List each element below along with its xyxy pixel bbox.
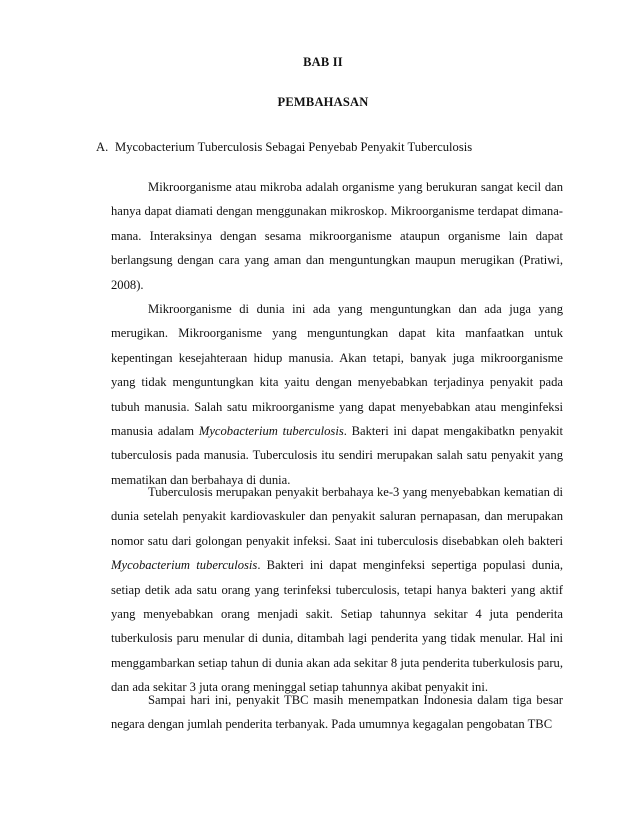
species-name-italic: Mycobacterium tuberculosis	[198, 424, 344, 439]
paragraph-4: Sampai hari ini, penyakit TBC masih menempatkan Indonesia dalam tiga besar negara dengan jumlah penderita terbanyak. Pada umumnya kegagalan pengobatan TBC	[111, 693, 563, 732]
section-heading-text: Mycobacterium Tuberculosis Sebagai Penyebab Penyakit Tuberculosis	[115, 140, 473, 154]
species-name-italic: Mycobacterium tuberculosis	[111, 558, 258, 573]
paragraph-3-text-b: . Bakteri ini dapat menginfeksi sepertiga populasi dunia, setiap detik ada satu orang yang terinfeksi tuberculosis, tetapi hanya bakteri yang aktif yang menyebabkan orang menjadi sakit. Setiap tahunnya sekitar 4 juta penderita tuberkulosis paru menular di dunia, ditambah lagi penderita yang tidak menular. Hal ini menggambarkan setiap tahun di dunia akan ada sekitar 8 juta penderita tuberkulosis paru, dan ada sekitar 3 juta orang meninggal setiap tahunnya akibat penyakit ini.	[111, 558, 563, 695]
paragraph-2	[111, 297, 563, 492]
section-heading	[96, 140, 472, 155]
paragraph-2-text-a: Mikroorganisme di dunia ini ada yang menguntungkan dan ada juga yang merugikan. Mikroorganisme yang menguntungkan dapat kita manfaatkan untuk kepentingan kesejahteraan hidup manusia. Akan tetapi, banyak juga mikroorganisme yang tidak menguntungkan kita yaitu dengan menyebabkan terjadinya penyakit pada tubuh manusia. Salah satu mikroorganisme yang dapat menyebabkan atau menginfeksi manusia adalam	[111, 302, 563, 439]
paragraph-3	[111, 480, 563, 700]
chapter-title: PEMBAHASAN	[277, 95, 369, 109]
section-letter: A.	[96, 140, 109, 154]
paragraph-2-text-b: . Bakteri ini dapat mengakibatkn penyakit tuberculosis pada manusia. Tuberculosis itu sendiri merupakan salah satu penyakit yang mematikan dan berbahaya di dunia.	[111, 424, 563, 487]
paragraph-1: Mikroorganisme atau mikroba adalah organisme yang berukuran sangat kecil dan hanya dapat diamati dengan menggunakan mikroskop. Mikroorganisme terdapat dimana-mana. Interaksinya dengan sesama mikroorganisme ataupun organisme lain dapat berlangsung dengan cara yang aman dan menguntungkan maupun merugikan (Pratiwi, 2008).	[111, 180, 563, 292]
paragraph-3-text-a: Tuberculosis merupakan penyakit berbahaya ke-3 yang menyebabkan kematian di dunia setelah penyakit kardiovaskuler dan penyakit saluran pernapasan, dan merupakan nomor satu dari golongan penyakit infeksi. Saat ini tuberculosis disebabkan oleh bakteri	[111, 485, 563, 548]
chapter-number: BAB II	[303, 55, 343, 69]
